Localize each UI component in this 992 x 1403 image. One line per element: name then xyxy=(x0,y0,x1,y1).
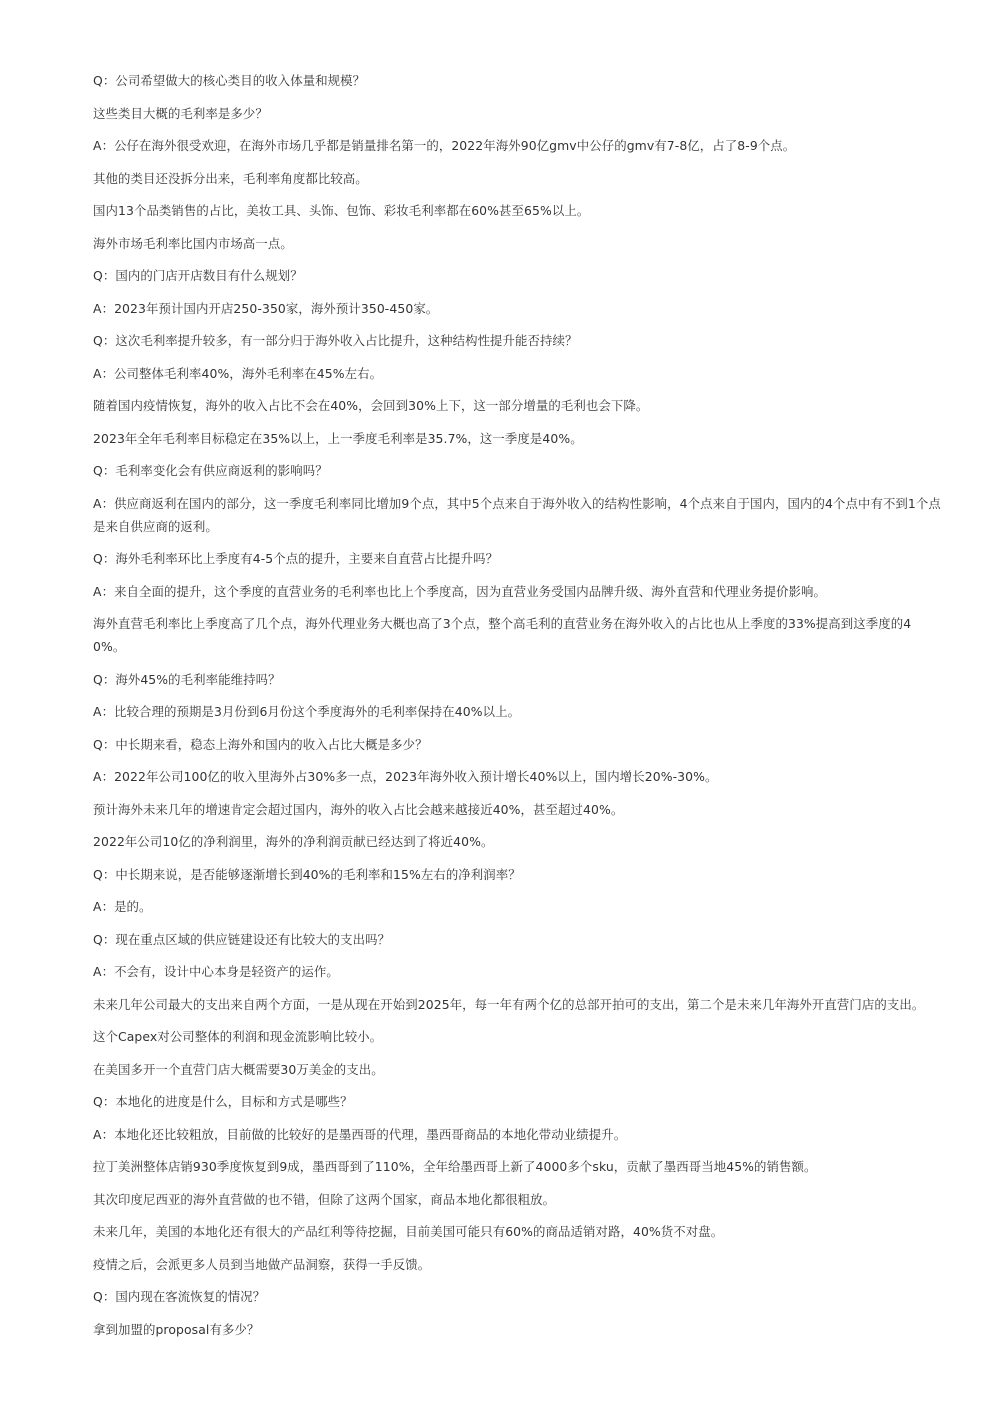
paragraph-capex-impact: 这个Capex对公司整体的利润和现金流影响比较小。 xyxy=(93,1029,383,1044)
paragraph-q-margin-structure: Q：这次毛利率提升较多，有一部分归于海外收入占比提升，这种结构性提升能否持续？ xyxy=(93,333,578,348)
paragraph-other-categories: 其他的类目还没拆分出来，毛利率角度都比较高。 xyxy=(93,170,368,186)
document-body xyxy=(93,69,943,1350)
paragraph-overseas-margin: 海外市场毛利率比国内市场高一点。 xyxy=(93,235,293,251)
paragraph-us-store-cost: 在美国多开一个直营门店大概需要30万美金的支出。 xyxy=(93,1061,384,1077)
paragraph-q-core-categories: Q：公司希望做大的核心类目的收入体量和规模？ xyxy=(93,73,366,88)
paragraph-q-revenue-mix: Q：中长期来看，稳态上海外和国内的收入占比大概是多少？ xyxy=(93,736,428,752)
paragraph-q-overseas-margin-qoq: Q：海外毛利率环比上季度有4-5个点的提升，主要来自直营占比提升吗？ xyxy=(93,551,499,566)
paragraph-a-revenue-2022: A：2022年公司100亿的收入里海外占30%多一点，2023年海外收入预计增长40%以上，国内增长20%-30%。 xyxy=(93,769,718,784)
paragraph-future-expenditure: 未来几年公司最大的支出来自两个方面，一是从现在开始到2025年，每一年有两个亿的总部开拍可的支出，第二个是未来几年海外开直营门店的支出。 xyxy=(93,996,925,1012)
paragraph-franchise-proposal: 拿到加盟的proposal有多少？ xyxy=(93,1321,260,1337)
paragraph-net-profit-2022: 2022年公司10亿的净利润里，海外的净利润贡献已经达到了将近40%。 xyxy=(93,834,494,849)
paragraph-domestic-categories: 国内13个品类销售的占比，美妆工具、头饰、包饰、彩妆毛利率都在60%甚至65%以上。 xyxy=(93,203,590,218)
paragraph-a-expectation: A：比较合理的预期是3月份到6月份这个季度海外的毛利率保持在40%以上。 xyxy=(93,704,521,719)
paragraph-q-long-term-margin: Q：中长期来说，是否能够逐渐增长到40%的毛利率和15%左右的净利润率？ xyxy=(93,866,521,882)
paragraph-q-supply-chain: Q：现在重点区域的供应链建设还有比较大的支出吗？ xyxy=(93,931,391,947)
paragraph-q-45-margin: Q：海外45%的毛利率能维持吗？ xyxy=(93,671,281,687)
paragraph-q-store-plan: Q：国内的门店开店数目有什么规划？ xyxy=(93,268,303,283)
paragraph-q-traffic-recovery: Q：国内现在客流恢复的情况？ xyxy=(93,1289,266,1304)
paragraph-2023-margin-target: 2023年全年毛利率目标稳定在35%以上，上一季度毛利率是35.7%，这一季度是40%。 xyxy=(93,430,583,446)
paragraph-overseas-growth: 预计海外未来几年的增速肯定会超过国内，海外的收入占比会越来越接近40%，甚至超过40%。 xyxy=(93,801,624,817)
paragraph-a-overall-margin: A：公司整体毛利率40%，海外毛利率在45%左右。 xyxy=(93,365,383,381)
paragraph-epidemic-recovery: 随着国内疫情恢复，海外的收入占比不会在40%，会回到30%上下，这一部分增量的毛利也会下降。 xyxy=(93,398,649,413)
paragraph-us-localization: 未来几年，美国的本地化还有很大的产品红利等待挖掘，目前美国可能只有60%的商品适销对路，40%货不对盘。 xyxy=(93,1224,724,1239)
paragraph-direct-sales-margin: 海外直营毛利率比上季度高了几个点，海外代理业务大概也高了3个点，整个高毛利的直营业务在海外收入的占比也从上季度的33%提高到这季度的40%。 xyxy=(93,616,912,654)
paragraph-a-supplier-rebate: A：供应商返利在国内的部分，这一季度毛利率同比增加9个点，其中5个点来自于海外收入的结构性影响，4个点来自于国内，国内的4个点中有不到1个点是来自供应商的返利。 xyxy=(93,495,941,534)
paragraph-a-asset-light: A：不会有，设计中心本身是轻资产的运作。 xyxy=(93,964,339,979)
paragraph-a-overall-improvement: A：来自全面的提升，这个季度的直营业务的毛利率也比上个季度高，因为直营业务受国内品牌升级、海外直营和代理业务提价影响。 xyxy=(93,583,827,599)
paragraph-a-plush-toys: A：公仔在海外很受欢迎，在海外市场几乎都是销量排名第一的，2022年海外90亿gmv中公仔的gmv有7-8亿，占了8-9个点。 xyxy=(93,138,796,153)
paragraph-a-store-plan: A：2023年预计国内开店250-350家，海外预计350-450家。 xyxy=(93,300,439,316)
paragraph-post-epidemic: 疫情之后，会派更多人员到当地做产品洞察，获得一手反馈。 xyxy=(93,1256,431,1272)
paragraph-a-yes: A：是的。 xyxy=(93,899,152,914)
paragraph-latin-america: 拉丁美洲整体店销930季度恢复到9成，墨西哥到了110%，全年给墨西哥上新了4000多个sku，贡献了墨西哥当地45%的销售额。 xyxy=(93,1159,817,1174)
paragraph-indonesia: 其次印度尼西亚的海外直营做的也不错，但除了这两个国家，商品本地化都很粗放。 xyxy=(93,1191,556,1207)
paragraph-q-localization: Q：本地化的进度是什么，目标和方式是哪些？ xyxy=(93,1094,353,1109)
paragraph-q-supplier-rebate: Q：毛利率变化会有供应商返利的影响吗？ xyxy=(93,463,328,478)
paragraph-a-localization: A：本地化还比较粗放，目前做的比较好的是墨西哥的代理，墨西哥商品的本地化带动业绩提升。 xyxy=(93,1126,627,1142)
paragraph-category-margin: 这些类目大概的毛利率是多少？ xyxy=(93,105,268,121)
